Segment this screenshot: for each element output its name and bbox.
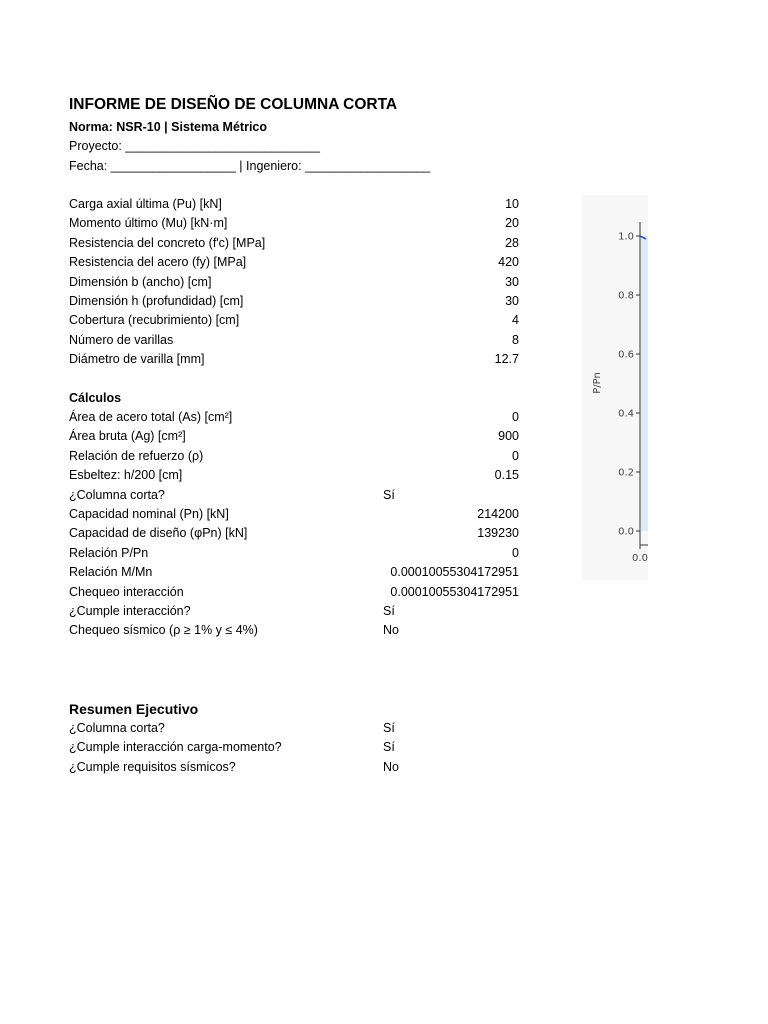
row-value: 0 <box>512 410 519 424</box>
y-tick-label: 0.2 <box>618 467 634 479</box>
row-value: 139230 <box>477 526 519 541</box>
row-value: No <box>383 623 399 638</box>
row-label: ¿Cumple interacción? <box>69 604 191 618</box>
row-label: Relación de refuerzo (ρ) <box>69 448 204 463</box>
row-value: 12.7 <box>494 352 519 367</box>
row-label: Chequeo sísmico (ρ ≥ 1% y ≤ 4%) <box>69 623 258 638</box>
x-tick-label: 0.0 <box>632 553 648 564</box>
row-label: Dimensión b (ancho) [cm] <box>69 274 212 289</box>
row-label: Carga axial última (Pu) [kN] <box>69 197 222 211</box>
row-label: ¿Cumple interacción carga-momento? <box>69 740 282 755</box>
project-line: Proyecto: ____________________________ <box>69 139 320 153</box>
row-label: Dimensión h (profundidad) [cm] <box>69 294 244 308</box>
row-value: 0 <box>512 545 519 560</box>
row-value: 214200 <box>477 507 519 521</box>
summary-heading: Resumen Ejecutivo <box>69 701 199 717</box>
row-value: 30 <box>505 274 519 289</box>
row-value: Sí <box>383 487 395 502</box>
row-value: 420 <box>498 255 519 270</box>
report-subtitle: Norma: NSR-10 | Sistema Métrico <box>69 120 267 134</box>
calcs-heading: Cálculos <box>69 391 122 405</box>
y-tick-label: 0.8 <box>618 290 634 302</box>
y-tick-label: 0.6 <box>618 349 634 361</box>
row-value: 0.00010055304172951 <box>390 584 519 599</box>
row-value: 10 <box>505 197 519 211</box>
row-label: Cobertura (recubrimiento) [cm] <box>69 313 240 328</box>
row-value: 30 <box>505 294 519 308</box>
row-label: Relación M/Mn <box>69 565 153 580</box>
row-value: Sí <box>383 740 395 755</box>
row-label: Resistencia del acero (fy) [MPa] <box>69 255 247 270</box>
y-axis-label: P/Pn <box>592 372 603 394</box>
row-label: Chequeo interacción <box>69 584 184 599</box>
row-label: ¿Cumple requisitos sísmicos? <box>69 759 236 774</box>
row-value: 8 <box>512 332 519 347</box>
interaction-area-fill <box>641 236 648 531</box>
row-label: Resistencia del concreto (f'c) [MPa] <box>69 235 266 250</box>
row-label: Área de acero total (As) [cm²] <box>69 410 233 424</box>
row-label: Capacidad de diseño (φPn) [kN] <box>69 526 248 541</box>
row-label: ¿Columna corta? <box>69 487 165 502</box>
row-label: Relación P/Pn <box>69 545 149 560</box>
y-tick-label: 1.0 <box>618 231 634 243</box>
row-value: 900 <box>498 429 519 444</box>
row-label: Número de varillas <box>69 332 174 347</box>
row-label: Momento último (Mu) [kN·m] <box>69 216 228 231</box>
date-engineer-line: Fecha: __________________ | Ingeniero: __________________ <box>69 159 431 173</box>
row-value: 0.00010055304172951 <box>390 565 519 580</box>
report-title: INFORME DE DISEÑO DE COLUMNA CORTA <box>69 96 398 113</box>
row-value: Sí <box>383 604 395 618</box>
row-value: Sí <box>383 721 395 735</box>
row-value: 20 <box>505 216 519 231</box>
row-label: Esbeltez: h/200 [cm] <box>69 468 183 483</box>
row-value: No <box>383 759 399 774</box>
row-label: Área bruta (Ag) [cm²] <box>69 429 186 444</box>
interaction-chart <box>582 195 648 580</box>
row-value: 0.15 <box>494 468 519 483</box>
y-tick-label: 0.0 <box>618 526 634 538</box>
row-label: Diámetro de varilla [mm] <box>69 352 205 367</box>
row-label: ¿Columna corta? <box>69 721 165 735</box>
row-label: Capacidad nominal (Pn) [kN] <box>69 507 229 521</box>
interaction-chart-svg <box>582 195 648 580</box>
row-value: 0 <box>512 448 519 463</box>
row-value: 4 <box>512 313 519 328</box>
y-tick-label: 0.4 <box>618 408 634 420</box>
row-value: 28 <box>505 235 519 250</box>
